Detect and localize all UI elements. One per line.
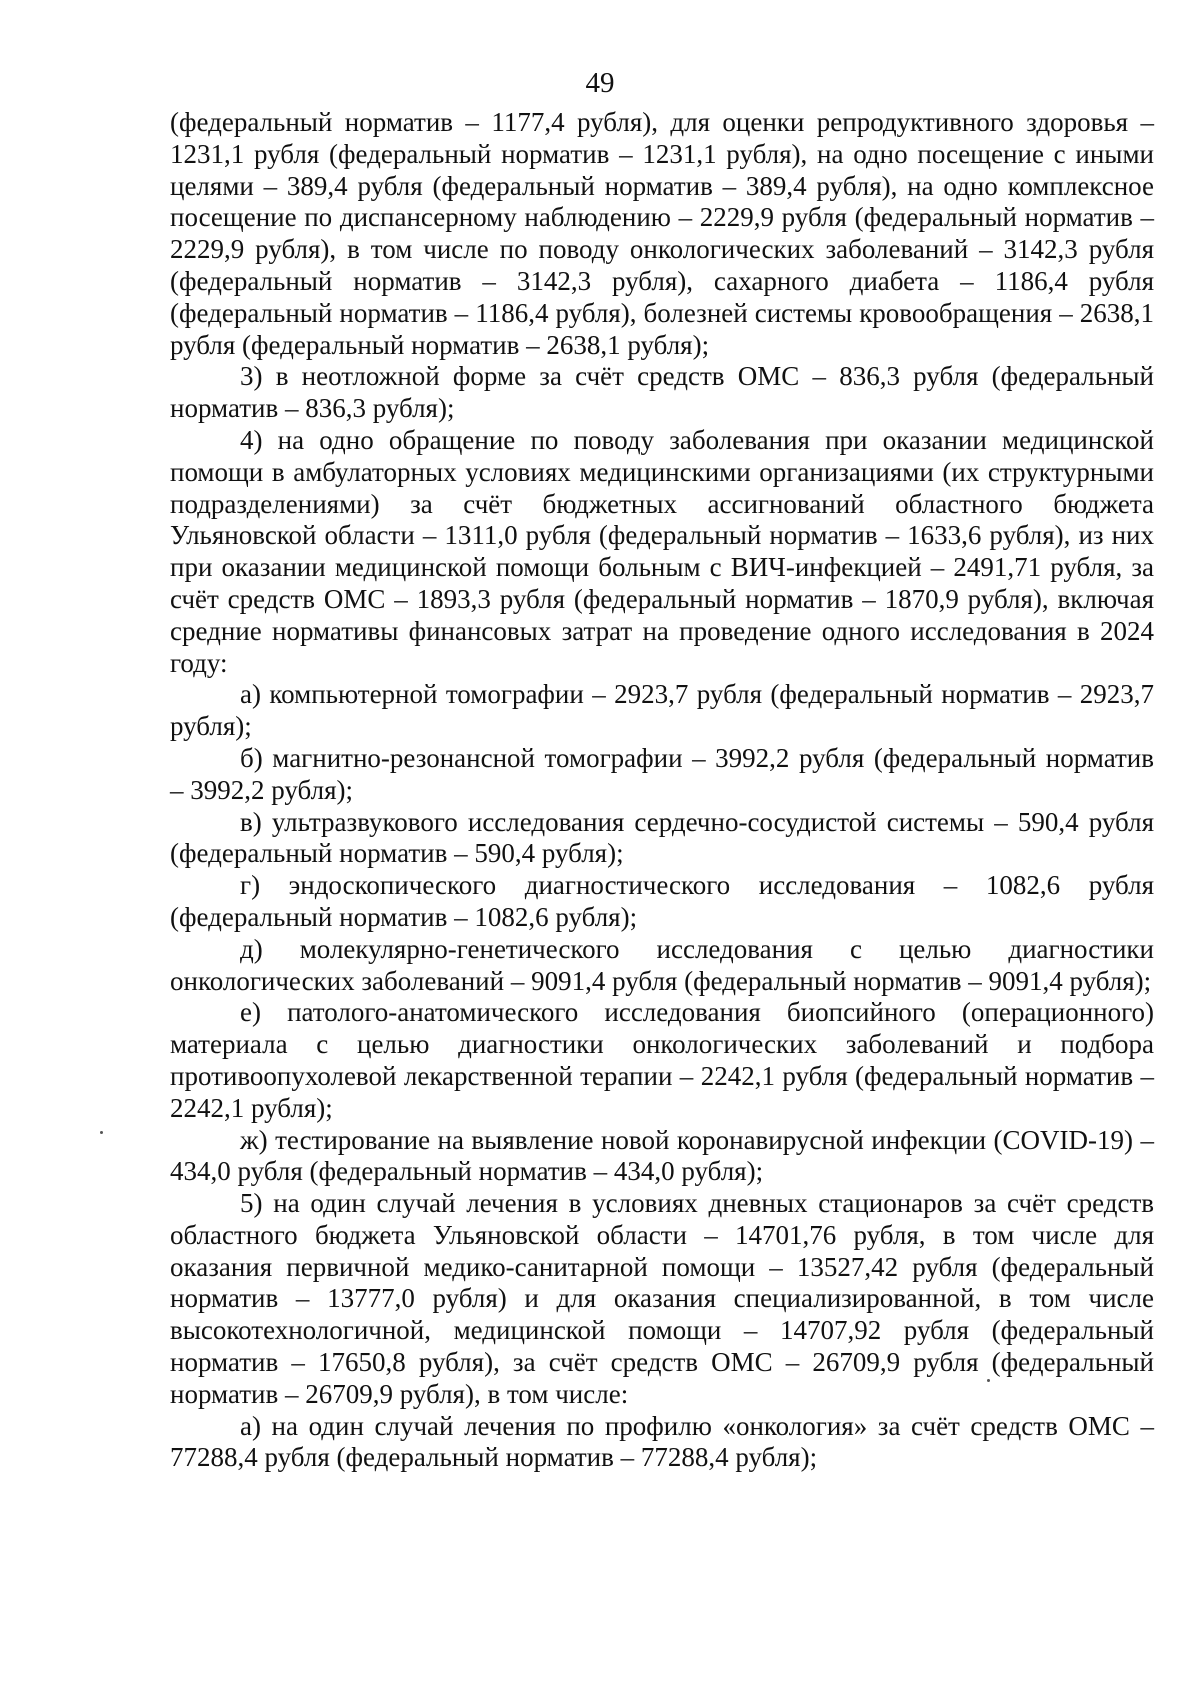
body-text — [170, 107, 1154, 1474]
paragraph-subitem-e: е) патолого-анатомического исследования биопсийного (операционного) материала с целью диагностики онкологических заболеваний и подбора противоопухолевой лекарственной терапии – 2242,1 рубля (федеральный норматив – 2242,1 рубля); — [170, 997, 1154, 1123]
scan-speck — [100, 1131, 103, 1134]
page-number: 49 — [585, 67, 615, 99]
scan-speck — [987, 1379, 990, 1382]
paragraph-continuation: (федеральный норматив – 1177,4 рубля), для оценки репродуктивного здоровья – 1231,1 рубля (федеральный норматив – 1231,1 рубля), на одно посещение с иными целями – 389,4 рубля (федеральный норматив – 389,4 рубля), на одно комплексное посещение по диспансерному наблюдению – 2229,9 рубля (федеральный норматив – 2229,9 рубля), в том числе по поводу онкологических заболеваний – 3142,3 рубля (федеральный норматив – 3142,3 рубля), сахарного диабета – 1186,4 рубля (федеральный норматив – 1186,4 рубля), болезней системы кровообращения – 2638,1 рубля (федеральный норматив – 2638,1 рубля); — [170, 107, 1154, 360]
paragraph-item-3: 3) в неотложной форме за счёт средств ОМС – 836,3 рубля (федеральный норматив – 836,3 рубля); — [170, 361, 1154, 424]
paragraph-subitem-zh: ж) тестирование на выявление новой коронавирусной инфекции (COVID-19) – 434,0 рубля (федеральный норматив – 434,0 рубля); — [170, 1124, 1154, 1187]
paragraph-item-5: 5) на один случай лечения в условиях дневных стационаров за счёт средств областного бюджета Ульяновской области – 14701,76 рубля, в том числе для оказания первичной медико-санитарной помощи – 13527,42 рубля (федеральный норматив – 13777,0 рубля) и для оказания специализированной, в том числе высокотехнологичной, медицинской помощи – 14707,92 рубля (федеральный норматив – 17650,8 рубля), за счёт средств ОМС – 26709,9 рубля (федеральный норматив – 26709,9 рубля), в том числе: — [170, 1188, 1154, 1409]
paragraph-subitem-b: б) магнитно-резонансной томографии – 3992,2 рубля (федеральный норматив – 3992,2 рубля); — [170, 742, 1154, 805]
paragraph-subitem-a-oncology: а) на один случай лечения по профилю «онкология» за счёт средств ОМС – 77288,4 рубля (федеральный норматив – 77288,4 рубля); — [170, 1410, 1154, 1473]
paragraph-subitem-v: в) ультразвукового исследования сердечно-сосудистой системы – 590,4 рубля (федеральный норматив – 590,4 рубля); — [170, 806, 1154, 869]
paragraph-subitem-g: г) эндоскопического диагностического исследования – 1082,6 рубля (федеральный норматив – 1082,6 рубля); — [170, 870, 1154, 932]
paragraph-subitem-d: д) молекулярно-генетического исследования с целью диагностики онкологических заболеваний – 9091,4 рубля (федеральный норматив – 9091,4 рубля); — [170, 933, 1154, 996]
paragraph-item-4: 4) на одно обращение по поводу заболевания при оказании медицинской помощи в амбулаторных условиях медицинскими организациями (их структурными подразделениями) за счёт бюджетных ассигнований областного бюджета Ульяновской области – 1311,0 рубля (федеральный норматив – 1633,6 рубля), из них при оказании медицинской помощи больным с ВИЧ-инфекцией – 2491,71 рубля, за счёт средств ОМС – 1893,3 рубля (федеральный норматив – 1870,9 рубля), включая средние нормативы финансовых затрат на проведение одного исследования в 2024 году: — [170, 424, 1154, 678]
paragraph-subitem-a: а) компьютерной томографии – 2923,7 рубля (федеральный норматив – 2923,7 рубля); — [170, 679, 1154, 742]
